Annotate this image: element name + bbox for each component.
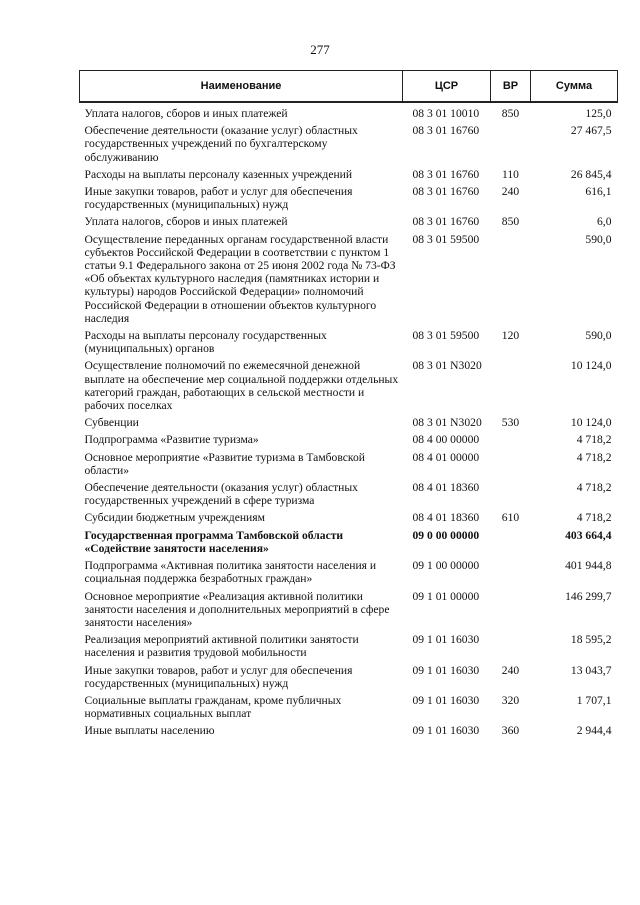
cell-vr (491, 359, 531, 416)
cell-sum: 2 944,4 (576, 724, 612, 738)
cell-vr (491, 559, 531, 589)
table-row (80, 329, 618, 359)
cell-vr (491, 451, 531, 481)
table-row (80, 168, 618, 185)
cell-name: Основное мероприятие «Развитие туризма в Тамбовской области» (84, 450, 365, 477)
cell-csr: 08 3 01 10010 (412, 107, 480, 120)
cell-vr: 240 (501, 185, 520, 199)
cell-name: Обеспечение деятельности (оказание услуг) областных государственных учреждений по бухгалтерскому обслуживанию (84, 124, 358, 164)
table-body (80, 102, 618, 742)
header-name: Наименование (80, 71, 403, 103)
cell-vr: 240 (501, 663, 520, 677)
cell-vr (491, 529, 531, 559)
cell-sum: 146 299,7 (565, 589, 612, 603)
cell-csr: 08 3 01 59500 (412, 232, 480, 246)
table-row (80, 481, 618, 511)
table-row (80, 233, 618, 329)
cell-vr: 320 (501, 693, 520, 707)
table-row (80, 451, 618, 481)
cell-vr: 850 (501, 215, 520, 229)
cell-sum: 18 595,2 (570, 633, 612, 647)
page-number: 277 (310, 42, 330, 57)
cell-csr: 08 4 01 18360 (412, 481, 480, 495)
cell-csr: 09 1 00 00000 (412, 559, 480, 573)
cell-sum: 4 718,2 (576, 481, 612, 495)
table-row (80, 185, 618, 215)
header-vr: ВР (491, 71, 531, 103)
cell-vr (491, 481, 531, 511)
cell-sum: 4 718,2 (576, 433, 612, 447)
cell-name: Уплата налогов, сборов и иных платежей (84, 215, 288, 229)
cell-csr: 08 3 01 N3020 (412, 359, 482, 373)
cell-vr: 530 (501, 416, 520, 430)
cell-sum: 10 124,0 (570, 416, 612, 430)
cell-vr (491, 633, 531, 663)
table-row (80, 724, 618, 741)
cell-csr: 08 3 01 N3020 (412, 416, 482, 430)
cell-csr: 09 1 01 16030 (412, 663, 480, 677)
table-row (80, 215, 618, 232)
cell-sum: 6,0 (597, 215, 612, 229)
cell-vr: 610 (501, 511, 520, 525)
cell-csr: 09 1 01 16030 (412, 633, 480, 647)
cell-csr: 09 1 01 00000 (412, 589, 480, 603)
cell-csr: 08 4 00 00000 (412, 433, 480, 447)
cell-sum: 125,0 (585, 107, 612, 120)
cell-name: Уплата налогов, сборов и иных платежей (84, 107, 288, 120)
cell-vr: 360 (501, 724, 520, 738)
cell-sum: 27 467,5 (570, 124, 612, 138)
table-header-row (80, 71, 618, 103)
cell-name: Иные закупки товаров, работ и услуг для обеспечения государственных (муниципальных) нужд (84, 663, 353, 690)
cell-vr (491, 124, 531, 168)
table-row (80, 359, 618, 416)
cell-name: Реализация мероприятий активной политики занятости населения и развития трудовой мобильности (84, 633, 359, 660)
cell-name: Субсидии бюджетным учреждениям (84, 511, 265, 525)
cell-sum: 1 707,1 (576, 693, 612, 707)
cell-csr: 09 0 00 00000 (412, 528, 480, 542)
cell-name: Расходы на выплаты персоналу государственных (муниципальных) органов (84, 329, 327, 356)
cell-sum: 10 124,0 (570, 359, 612, 373)
cell-name: Осуществление полномочий по ежемесячной денежной выплате на обеспечение мер социальной поддержки отдельных категорий граждан, работающих в сельской местности и рабочих поселках (84, 359, 399, 413)
table-row (80, 102, 618, 124)
cell-name: Основное мероприятие «Реализация активной политики занятости населения и дополнительных мероприятий в сфере занятости населения» (84, 589, 390, 629)
cell-sum: 590,0 (585, 232, 612, 246)
cell-name: Обеспечение деятельности (оказания услуг) областных государственных учреждений в сфере туризма (84, 481, 358, 508)
budget-table (79, 70, 618, 742)
table-row (80, 559, 618, 589)
cell-sum: 4 718,2 (576, 450, 612, 464)
cell-name: Социальные выплаты гражданам, кроме публичных нормативных социальных выплат (84, 693, 342, 721)
table-row (80, 511, 618, 528)
cell-name: Расходы на выплаты персоналу казенных учреждений (84, 167, 353, 181)
cell-csr: 08 3 01 59500 (412, 329, 480, 343)
cell-csr: 08 3 01 16760 (412, 124, 480, 138)
cell-name: Подпрограмма «Развитие туризма» (84, 433, 259, 447)
table-row (80, 694, 618, 724)
table-row (80, 433, 618, 450)
cell-vr: 110 (502, 167, 519, 181)
table-row (80, 124, 618, 168)
cell-csr: 08 4 01 18360 (412, 511, 480, 525)
table-row (80, 664, 618, 694)
table-row (80, 529, 618, 559)
cell-name: Государственная программа Тамбовской области «Содействие занятости населения» (84, 528, 344, 555)
budget-table-container (79, 70, 617, 742)
cell-name: Иные закупки товаров, работ и услуг для обеспечения государственных (муниципальных) нужд (84, 185, 353, 212)
cell-csr: 08 3 01 16760 (412, 167, 480, 181)
cell-sum: 401 944,8 (565, 559, 612, 573)
cell-name: Осуществление переданных органам государственной власти субъектов Российской Федерации в соответствии с пунктом 1 статьи 9.1 Федерального закона от 25 июня 2002 года № 73-ФЗ «Об объектах культурного наследия (памятниках истории и культуры) народов Российской Федерации» полномочий Российской Федерации в отношении объектов культурного наследия (84, 232, 396, 325)
cell-name: Иные выплаты населению (84, 724, 215, 738)
cell-vr (491, 433, 531, 450)
header-csr: ЦСР (403, 71, 491, 103)
cell-sum: 26 845,4 (570, 167, 612, 181)
cell-vr (491, 233, 531, 329)
cell-name: Подпрограмма «Активная политика занятости населения и социальная поддержка безработных граждан» (84, 559, 377, 586)
header-sum: Сумма (531, 71, 618, 103)
cell-csr: 09 1 01 16030 (412, 724, 480, 738)
cell-csr: 09 1 01 16030 (412, 693, 480, 707)
cell-csr: 08 3 01 16760 (412, 185, 480, 199)
cell-vr (491, 590, 531, 634)
cell-vr: 850 (501, 107, 520, 120)
cell-name: Субвенции (84, 416, 139, 430)
cell-csr: 08 3 01 16760 (412, 215, 480, 229)
cell-sum: 590,0 (585, 329, 612, 343)
cell-sum: 616,1 (585, 185, 612, 199)
cell-csr: 08 4 01 00000 (412, 450, 480, 464)
cell-sum: 4 718,2 (576, 511, 612, 525)
table-row (80, 633, 618, 663)
cell-sum: 13 043,7 (570, 663, 612, 677)
cell-vr: 120 (501, 329, 520, 343)
table-row (80, 590, 618, 634)
table-row (80, 416, 618, 433)
cell-sum: 403 664,4 (565, 528, 612, 542)
